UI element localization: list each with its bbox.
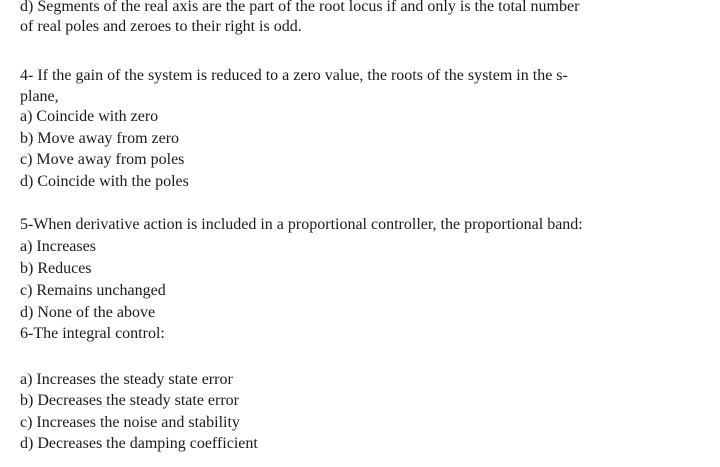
q5-option-c: c) Remains unchanged xyxy=(20,282,166,299)
q6-option-d: d) Decreases the damping coefficient xyxy=(20,435,258,452)
q5-question: 5-When derivative action is included in a proportional controller, the proportional band: xyxy=(20,216,583,233)
q4-question-line1: 4- If the gain of the system is reduced to a zero value, the roots of the system in the s- xyxy=(20,67,568,84)
q3-option-d-line1: d) Segments of the real axis are the part of the root locus if and only is the total number xyxy=(20,0,580,15)
q4-option-c: c) Move away from poles xyxy=(20,151,185,168)
q4-option-a: a) Coincide with zero xyxy=(20,108,159,125)
q4-question-line2: plane, xyxy=(20,88,59,105)
q6-question: 6-The integral control: xyxy=(20,325,165,342)
q6-option-b: b) Decreases the steady state error xyxy=(20,392,239,409)
q4-option-b: b) Move away from zero xyxy=(20,130,180,147)
q5-option-d: d) None of the above xyxy=(20,304,156,321)
q6-option-a: a) Increases the steady state error xyxy=(20,371,233,388)
q5-option-a: a) Increases xyxy=(20,238,96,255)
q4-option-d: d) Coincide with the poles xyxy=(20,173,189,190)
q5-option-b: b) Reduces xyxy=(20,260,92,277)
q6-option-c: c) Increases the noise and stability xyxy=(20,414,240,431)
q3-option-d-line2: of real poles and zeroes to their right is odd. xyxy=(20,18,302,35)
